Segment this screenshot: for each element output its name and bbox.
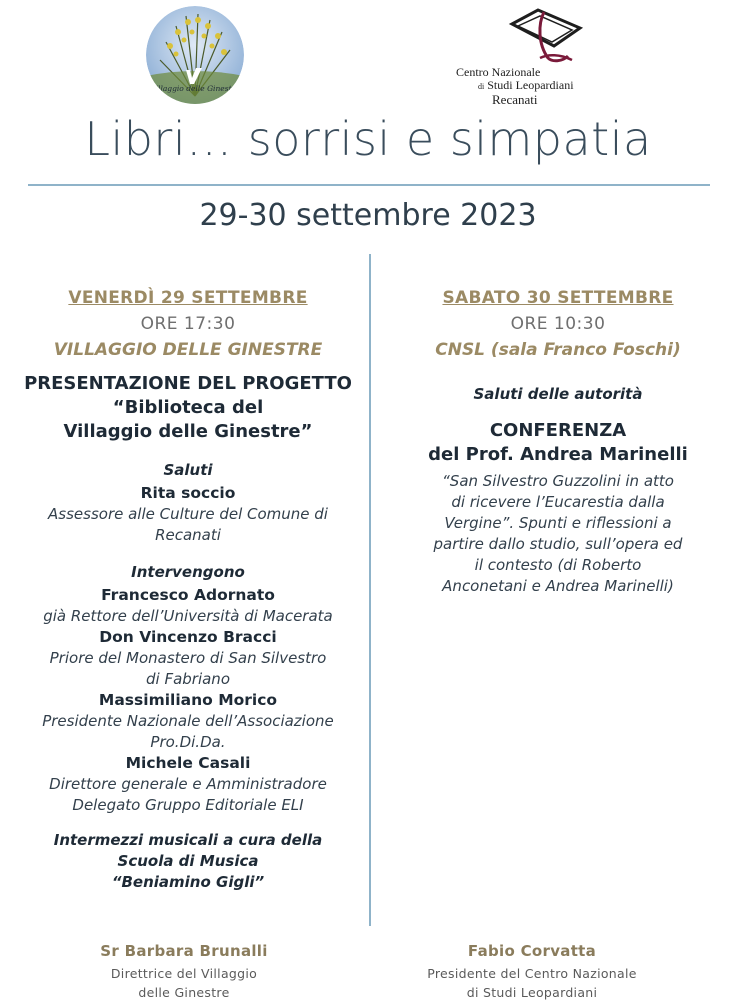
- saluti-autorita: Saluti delle autorità: [473, 385, 643, 403]
- villaggio-logo-text: Villaggio delle Ginestre: [150, 84, 240, 93]
- cnsl-logo: [452, 4, 612, 110]
- title-divider: [28, 184, 710, 186]
- speaker-role: Delegato Gruppo Editoriale ELI: [72, 796, 304, 814]
- conference-description-line: di ricevere l’Eucarestia dalla: [451, 493, 665, 511]
- cnsl-logo-line1: Centro Nazionale: [456, 65, 541, 79]
- saturday-hour: ORE 10:30: [510, 314, 606, 334]
- conference-speaker: del Prof. Andrea Marinelli: [428, 444, 688, 465]
- conference-description-line: Vergine”. Spunti e riflessioni a: [444, 514, 672, 532]
- saluti-role-1: Assessore alle Culture del Comune di: [48, 505, 328, 523]
- right-signature-role-2: di Studi Leopardiani: [466, 985, 598, 1000]
- intervengono-label: Intervengono: [131, 563, 245, 581]
- music-line-1: Intermezzi musicali a cura della: [53, 831, 323, 849]
- speaker-role: di Fabriano: [145, 670, 230, 688]
- cnsl-logo-line2: di: [478, 82, 485, 91]
- speaker-role: Direttore generale e Amministradore: [49, 775, 327, 793]
- speaker-name: Michele Casali: [125, 754, 251, 772]
- right-signature-name: Fabio Corvatta: [467, 942, 597, 960]
- conference-description-line: partire dallo studio, sull’opera ed: [433, 535, 683, 553]
- speaker-name: Francesco Adornato: [101, 586, 275, 604]
- speaker-role: Presidente Nazionale dell’Associazione: [42, 712, 334, 730]
- music-line-2: Scuola di Musica: [117, 852, 259, 870]
- project-subheading-2: Villaggio delle Ginestre”: [63, 421, 313, 442]
- conference-description-line: “San Silvestro Guzzolini in atto: [442, 472, 674, 490]
- left-signature-role-1: Direttrice del Villaggio: [110, 966, 258, 981]
- left-signature-role-2: delle Ginestre: [138, 985, 230, 1000]
- speaker-role: Pro.Di.Da.: [150, 733, 226, 751]
- speaker-role: Priore del Monastero di San Silvestro: [49, 649, 327, 667]
- friday-day: VENERDÌ 29 SETTEMBRE: [68, 288, 308, 308]
- project-subheading-1: “Biblioteca del: [112, 397, 264, 418]
- speaker-name: Don Vincenzo Bracci: [99, 628, 277, 646]
- villaggio-logo: [146, 6, 244, 104]
- left-signature-name: Sr Barbara Brunalli: [100, 942, 268, 960]
- saturday-day: SABATO 30 SETTEMBRE: [442, 288, 674, 308]
- speaker-role: già Rettore dell’Università di Macerata: [43, 607, 333, 625]
- column-divider: [369, 254, 371, 926]
- friday-column: [12, 288, 364, 893]
- saturday-place: CNSL (sala Franco Foschi): [435, 340, 681, 360]
- left-signature: [60, 942, 308, 1002]
- right-signature: [410, 942, 654, 1002]
- speaker-name: Massimiliano Morico: [98, 691, 278, 709]
- friday-hour: ORE 17:30: [140, 314, 236, 334]
- conference-description-line: Anconetani e Andrea Marinelli): [442, 577, 674, 595]
- book-icon: [452, 4, 612, 70]
- cnsl-logo-line3: Studi Leopardiani: [487, 78, 574, 92]
- event-dates: 29-30 settembre 2023: [199, 198, 537, 233]
- conference-heading: CONFERENZA: [489, 420, 627, 441]
- right-signature-role-1: Presidente del Centro Nazionale: [427, 966, 637, 981]
- saturday-column: [380, 288, 736, 597]
- page-title: Libri… sorrisi e simpatia: [84, 112, 652, 166]
- cnsl-logo-line4: Recanati: [492, 92, 538, 107]
- saluti-role-2: Recanati: [155, 526, 221, 544]
- project-heading: PRESENTAZIONE DEL PROGETTO: [24, 373, 352, 394]
- saluti-name: Rita soccio: [140, 484, 236, 502]
- saluti-label: Saluti: [163, 461, 213, 479]
- music-line-3: “Beniamino Gigli”: [111, 873, 265, 891]
- friday-place: VILLAGGIO DELLE GINESTRE: [53, 340, 323, 360]
- conference-description-line: il contesto (di Roberto: [474, 556, 642, 574]
